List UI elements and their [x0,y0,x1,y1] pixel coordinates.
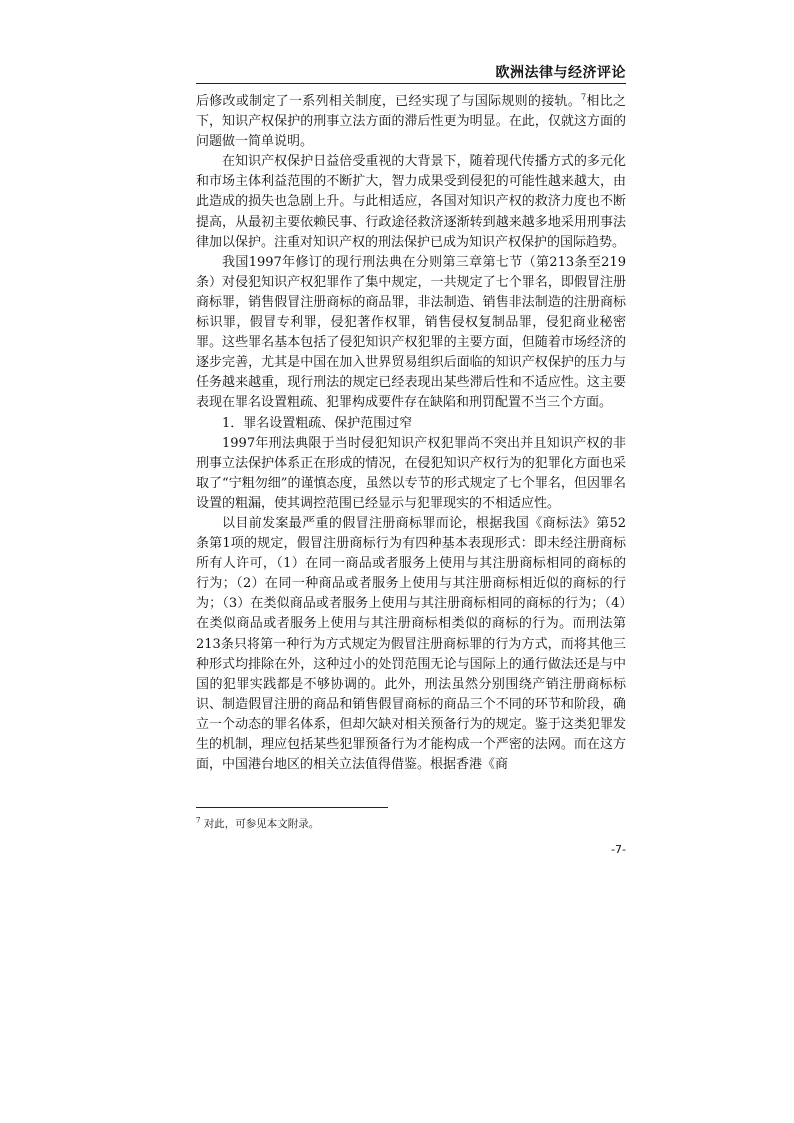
footnote-rule [196,807,388,808]
paragraph-5: 以目前发案最严重的假冒注册商标罪而论，根据我国《商标法》第52条第1项的规定，假冒注册商标行为有四种基本表现形式：即未经注册商标所有人许可，（1）在同一商品或者服务上使用与其注册商标相同的商标的行为；（2）在同一种商品或者服务上使用与其注册商标相近似的商标的行为；（3）在类似商品或者服务上使用与其注册商标相同的商标的行为；（4）在类似商品或者服务上使用与其注册商标相类似的商标的行为。而刑法第213条只将第一种行为方式规定为假冒注册商标罪的行为方式，而将其他三种形式均排除在外，这种过小的处罚范围无论与国际上的通行做法还是与中国的犯罪实践都是不够协调的。此外，刑法虽然分别围绕产销注册商标标识、制造假冒注册的商品和销售假冒商标的商品三个不同的环节和阶段，确立一个动态的罪名体系，但却欠缺对相关预备行为的规定。鉴于这类犯罪发生的机制，理应包括某些犯罪预备行为才能构成一个严密的法网。而在这方面，中国港台地区的相关立法值得借鉴。根据香港《商 [196,515,626,773]
footnote-mark: 7 [196,816,201,825]
document-page [196,0,626,1123]
paragraph-3: 我国1997年修订的现行刑法典在分则第三章第七节（第213条至219条）对侵犯知识产权犯罪作了集中规定，一共规定了七个罪名，即假冒注册商标罪，销售假冒注册商标的商品罪，非法制造、销售非法制造的注册商标标识罪，假冒专利罪，侵犯著作权罪，销售侵权复制品罪，侵犯商业秘密罪。这些罪名基本包括了侵犯知识产权犯罪的主要方面，但随着市场经济的逐步完善，尤其是中国在加入世界贸易组织后面临的知识产权保护的压力与任务越来越重，现行刑法的规定已经表现出某些滞后性和不适应性。这主要表现在罪名设置粗疏、犯罪构成要件存在缺陷和刑罚配置不当三个方面。 [196,254,626,411]
body-text [196,92,626,775]
footnote-text: 对此，可参见本文附录。 [203,818,320,830]
paragraph-1 [196,92,626,152]
footnote [196,817,626,831]
paragraph-4: 1997年刑法典限于当时侵犯知识产权犯罪尚不突出并且知识产权的非刑事立法保护体系正在形成的情况，在侵犯知识产权行为的犯罪化方面也采取了“宁粗勿细”的谨慎态度，虽然以专节的形式规定了七个罪名，但因罪名设置的粗漏，使其调控范围已经显示与犯罪现实的不相适应性。 [196,435,626,511]
header-rule [196,83,626,84]
running-header-title: 欧洲法律与经济评论 [495,65,626,81]
page-number: -7- [611,843,626,856]
section-heading: 1．罪名设置粗疏、保护范围过窄 [222,415,413,431]
paragraph-1-tail: 相比之下，知识产权保护的刑事立法方面的滞后性更为明显。在此，仅就这方面的问题做一简单说明。 [196,94,626,150]
paragraph-1-text: 后修改或制定了一系列相关制度，已经实现了与国际规则的接轨。 [196,94,582,109]
footnote-reference[interactable]: 7 [581,92,587,102]
paragraph-2: 在知识产权保护日益倍受重视的大背景下，随着现代传播方式的多元化和市场主体利益范围的不断扩大，智力成果受到侵犯的可能性越来越大，由此造成的损失也急剧上升。与此相适应，各国对知识产权的救济力度也不断提高，从最初主要依赖民事、行政途径救济逐渐转到越来越多地采用刑事法律加以保护。注重对知识产权的刑法保护已成为知识产权保护的国际趋势。 [196,154,626,250]
